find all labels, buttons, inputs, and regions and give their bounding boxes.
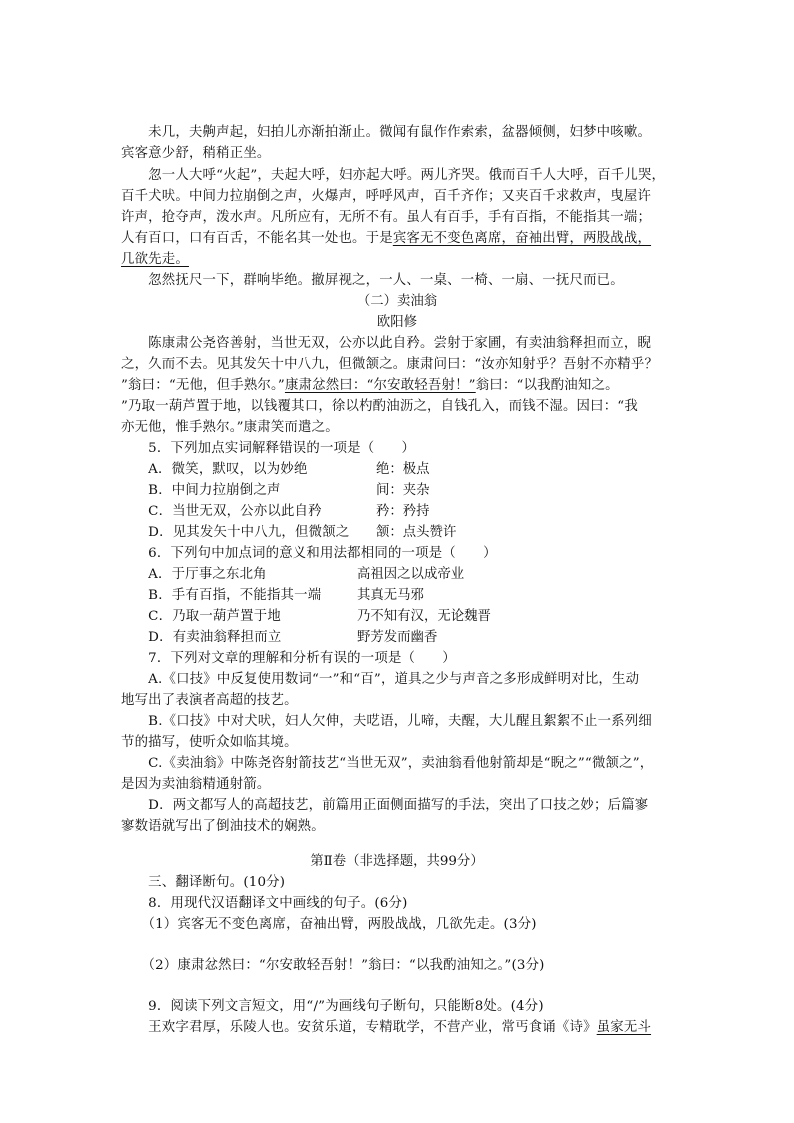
q7-option-a: A.《口技》中反复使用数词“一”和“百”，道具之少与声音之多形成鲜明对比，生动 [121,672,640,687]
q5-option-b: B．中间力拉崩倒之声 [121,483,281,498]
q7-option-b: 节的描写，使听众如临其境。 [121,735,298,750]
question-7-stem: 7．下列对文章的理解和分析有误的一项是（ ） [121,651,456,666]
part-2-title: 第Ⅱ卷（非选择题，共99分） [310,854,484,869]
q7-option-d: D．两文都写人的高超技艺，前篇用正面侧面描写的手法，突出了口技之妙；后篇寥 [121,798,649,813]
q6-option-d: D．有卖油翁释担而立 [121,630,282,645]
q5-option-b-gloss: 间：夹杂 [376,483,430,498]
passage1-line: 许声，抢夺声，泼水声。凡所应有，无所不有。虽人有百手，手有百指，不能指其一端； [121,210,652,225]
q6-option-d-compare: 野芳发而幽香 [357,630,438,645]
q6-option-c-compare: 乃不知有汉，无论魏晋 [357,609,491,624]
q7-option-d: 寥数语就写出了倒油技术的娴熟。 [121,819,325,834]
q8-sentence-2: （2）康肃忿然曰：“尔安敢轻吾射！”翁曰：“以我酌油知之。”(3分) [121,958,545,973]
q5-option-d-gloss: 颔：点头赞许 [376,525,457,540]
text: 翁曰：“以我酌油知之。 [475,378,619,393]
q9-passage-line [121,1019,651,1037]
q7-option-c: 是因为卖油翁精通射箭。 [121,777,271,792]
q6-option-b-compare: 其真无马邪 [357,588,424,603]
q5-option-a: A．微笑，默叹，以为妙绝 [121,462,308,477]
text: ”翁曰：“无他，但手熟尔。” [121,378,285,393]
passage2-line: 亦无他，惟手熟尔。”康肃笑而遣之。 [121,420,339,435]
q5-option-a-gloss: 绝：极点 [376,462,430,477]
q8-sentence-1: （1）宾客无不变色离席，奋袖出臂，两股战战，几欲先走。(3分) [121,917,537,932]
passage1-line [121,251,189,269]
passage1-line: 忽一人大呼“火起”，夫起大呼，妇亦起大呼。两儿齐哭。俄而百千人大呼，百千儿哭， [121,168,666,183]
q7-option-a: 地写出了表演者高超的技艺。 [121,693,298,708]
q5-option-c-gloss: 矜：矜持 [376,504,430,519]
text: 王欢字君厚，乐陵人也。安贫乐道，专精耽学，不营产业，常丐食诵《诗》 [121,1020,597,1035]
passage1-line: 百千犬吠。中间力拉崩倒之声，火爆声，呼呼风声，百千齐作；又夹百千求救声，曳屋许 [121,189,652,204]
text: 人有百口，口有百舌，不能名其一处也。于是 [121,231,393,246]
question-6-stem: 6．下列句中加点词的意义和用法都相同的一项是（ ） [121,546,497,561]
q6-option-a: A．于厅事之东北角 [121,567,267,582]
section-3-heading: 三、翻译断句。(10分) [121,875,286,890]
underlined-sentence: 虽家无斗 [596,1020,652,1035]
passage1-line: 宾客意少舒，稍稍正坐。 [121,146,271,161]
q7-option-b: B.《口技》中对犬吠，妇人欠伸，夫呓语，儿啼，夫醒，大儿醒且絮絮不止一系列细 [121,714,652,729]
q5-option-d: D．见其发矢十中八九，但微颔之 [121,525,350,540]
passage2-line: 陈康肃公尧咨善射，当世无双，公亦以此自矜。尝射于家圃，有卖油翁释担而立，睨 [121,336,652,351]
passage2-title: （二）卖油翁 [356,294,438,309]
passage2-line [121,377,619,395]
question-8-stem: 8．用现代汉语翻译文中画线的句子。(6分) [121,896,408,911]
passage2-line: 之，久而不去。见其发矢十中八九，但微颔之。康肃问曰：“汝亦知射乎？吾射不亦精乎？ [121,357,659,372]
question-9-stem: 9．阅读下列文言短文，用“/”为画线句子断句，只能断8处。(4分) [121,999,544,1014]
question-5-stem: 5．下列加点实词解释错误的一项是（ ） [121,441,416,456]
q7-option-c: C.《卖油翁》中陈尧咨射箭技艺“当世无双”，卖油翁看他射箭却是“睨之”“微颔之”， [121,756,654,771]
underlined-sentence: 宾客无不变色离席，奋袖出臂，两股战战， [392,231,652,246]
passage2-author: 欧阳修 [376,315,418,330]
q6-option-a-compare: 高祖因之以成帝业 [357,567,465,582]
passage2-line: ”乃取一葫芦置于地，以钱覆其口，徐以杓酌油沥之，自钱孔入，而钱不湿。因曰：“我 [121,399,638,414]
passage1-line: 忽然抚尺一下，群响毕绝。撤屏视之，一人、一桌、一椅、一扇、一抚尺而已。 [121,273,624,288]
q6-option-c: C．乃取一葫芦置于地 [121,609,281,624]
underlined-sentence: 康肃忿然曰：“尔安敢轻吾射！” [284,378,476,393]
passage1-line: 未几，夫齁声起，妇拍儿亦渐拍渐止。微闻有鼠作作索索，盆器倾侧，妇梦中咳嗽。 [121,125,652,140]
q6-option-b: B．手有百指，不能指其一端 [121,588,322,603]
passage1-line [121,230,651,248]
underlined-sentence: 几欲先走。 [121,252,189,267]
q5-option-c: C．当世无双，公亦以此自矜 [121,504,322,519]
